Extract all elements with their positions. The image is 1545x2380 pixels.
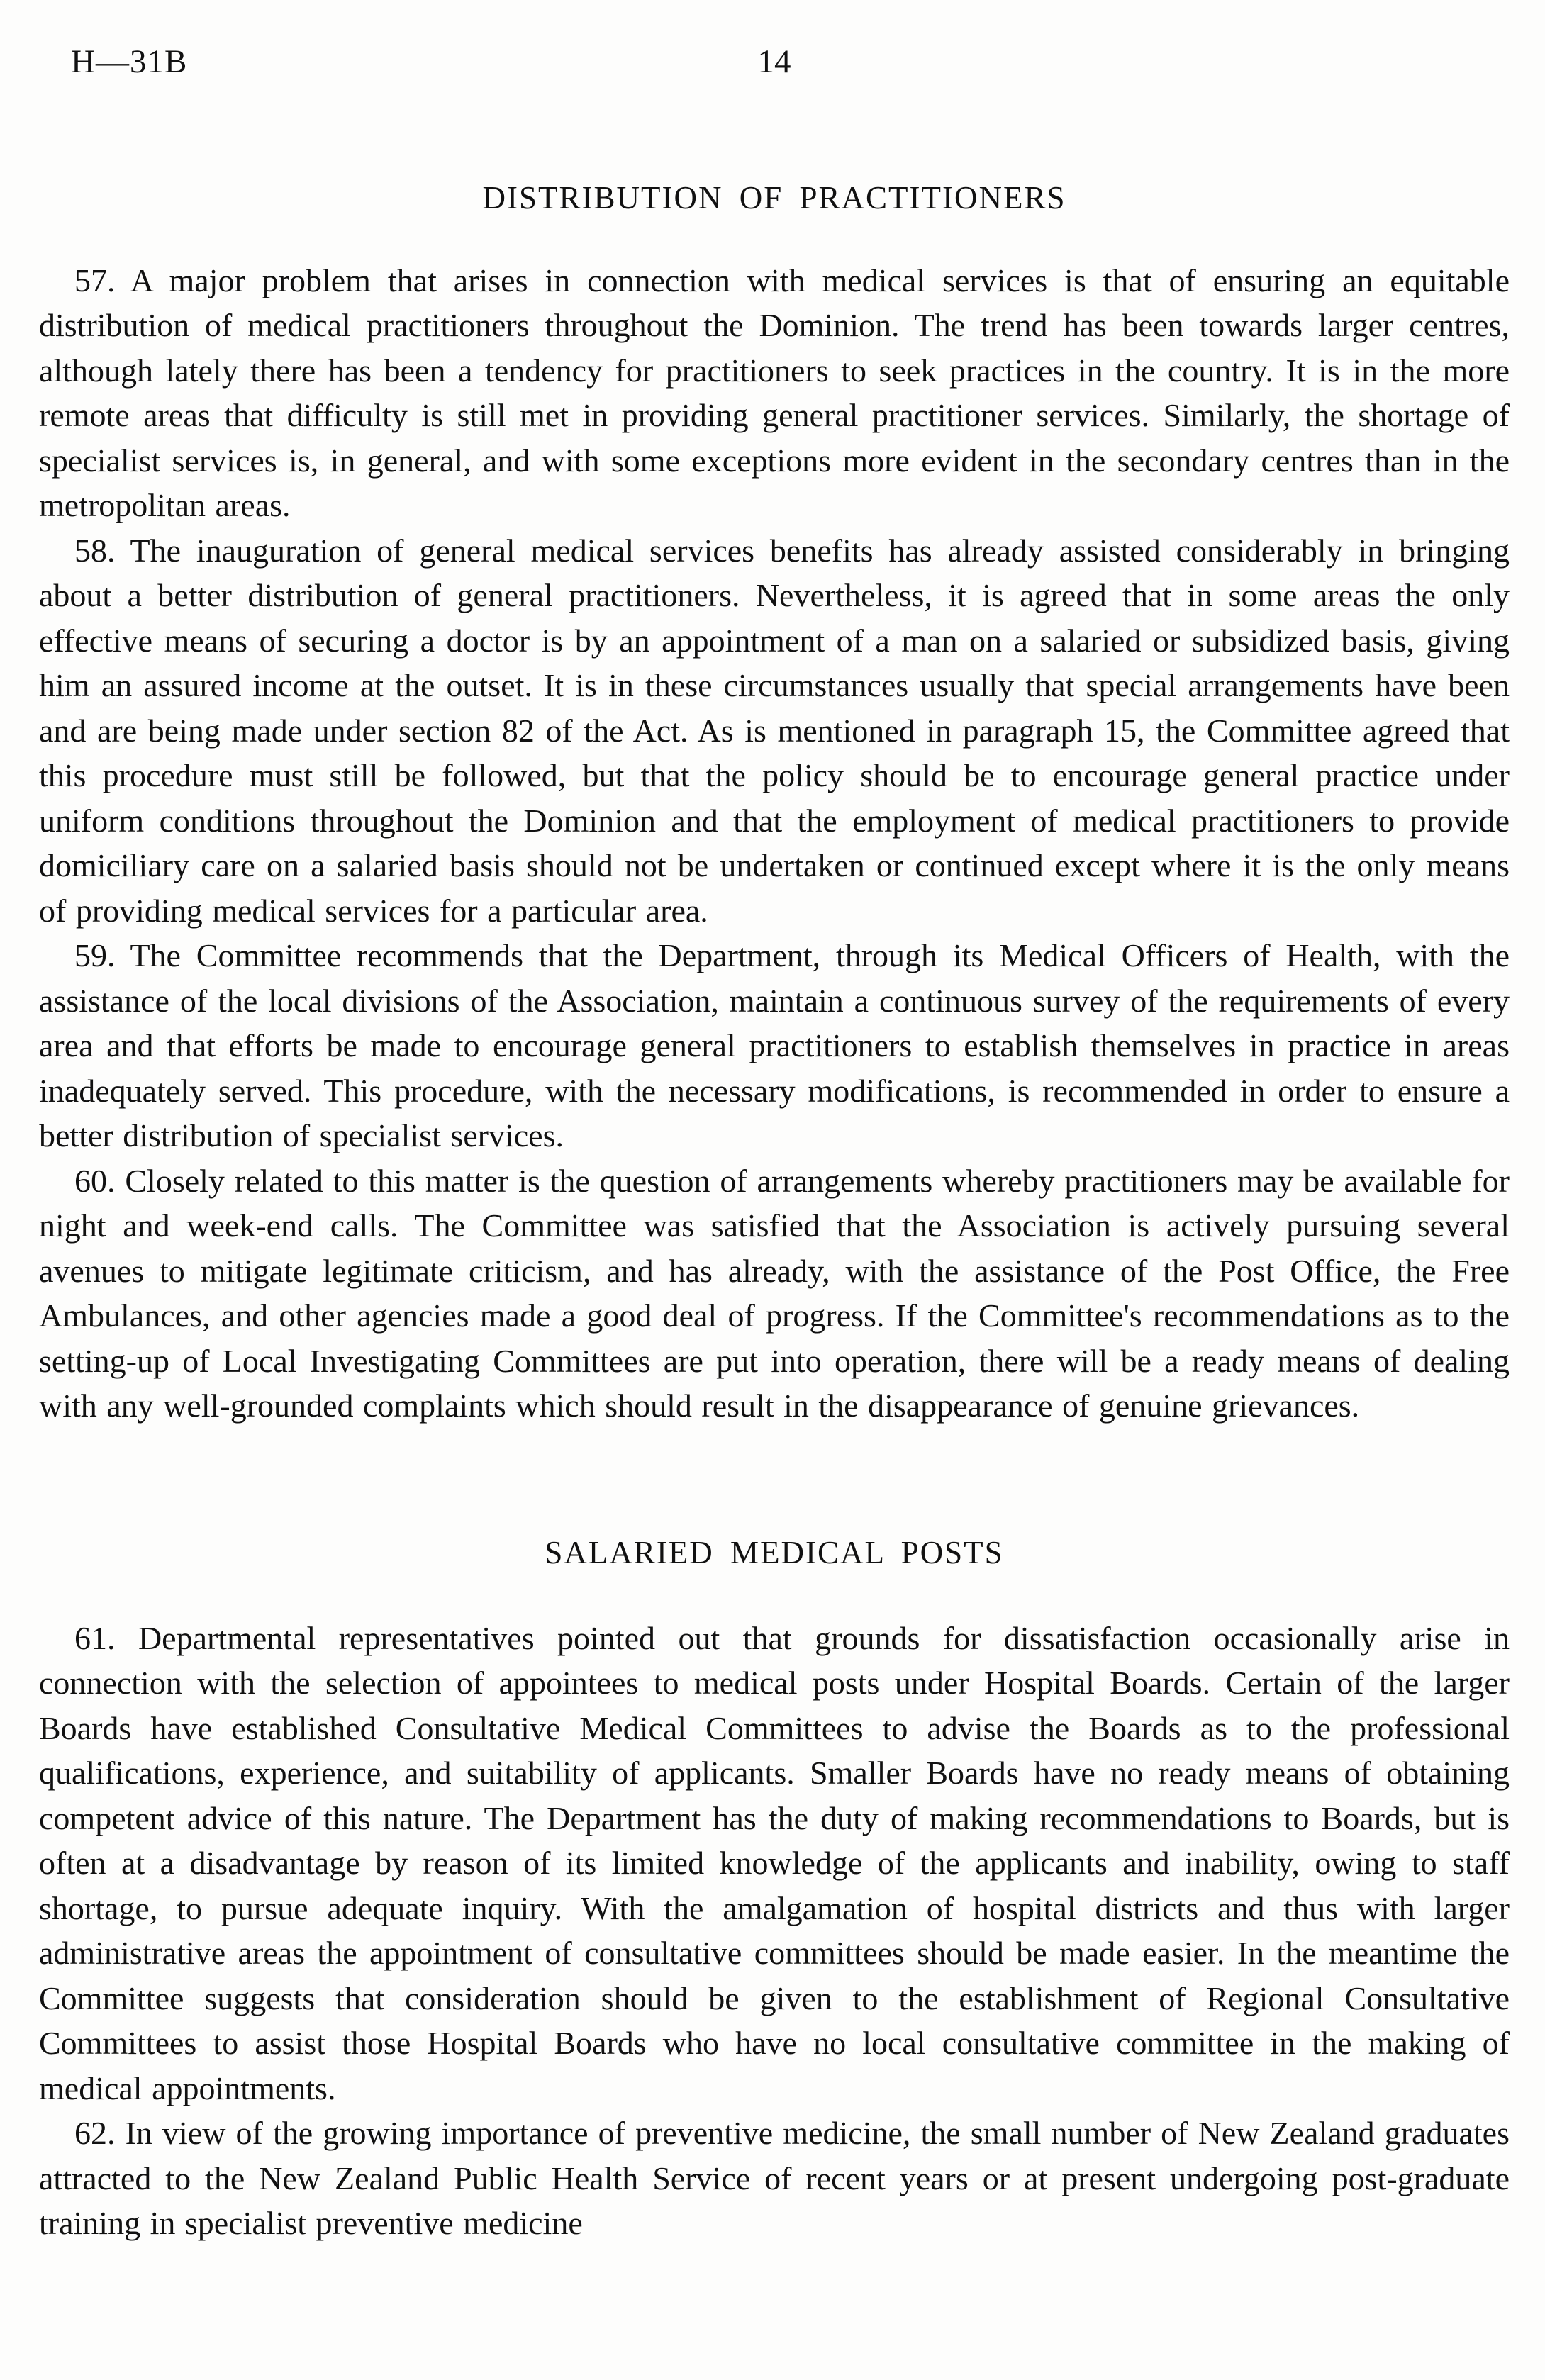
paragraph-57: 57. A major problem that arises in connection with medical services is that of ensuring an equitable distribution of medical practitioners throughout the Dominion. The trend has been towards larger centres, although lately there has been a tendency for practitioners to seek practices in the country. It is in the more remote areas that difficulty is still met in providing general practitioner services. Similarly, the shortage of specialist services is, in general, and with some exceptions more evident in the secondary centres than in the metropolitan areas. — [39, 262, 1510, 524]
section-body-salaried-posts — [39, 1616, 1510, 2246]
paragraph-61: 61. Departmental representatives pointed out that grounds for dissatisfaction occasionally arise in connection with the selection of appointees to medical posts under Hospital Boards. Certain of the larger Boards have established Consultative Medical Committees to advise the Boards as to the professional qualifications, experience, and suitability of applicants. Smaller Boards have no ready means of obtaining competent advice of this nature. The Department has the duty of making recommendations to Boards, but is often at a disadvantage by reason of its limited knowledge of the applicants and inability, owing to staff shortage, to pursue adequate inquiry. With the amalgamation of hospital districts and thus with larger administrative areas the appointment of consultative committees should be made easier. In the meantime the Committee suggests that consideration should be given to the establishment of Regional Consultative Committees to assist those Hospital Boards who have no local consultative committee in the making of medical appointments. — [39, 1619, 1510, 2106]
paragraph-58: 58. The inauguration of general medical services benefits has already assisted considerably in bringing about a better distribution of general practitioners. Nevertheless, it is agreed that in some areas the only effective means of securing a doctor is by an appointment of a man on a salaried or subsidized basis, giving him an assured income at the outset. It is in these circumstances usually that special arrangements have been and are being made under section 82 of the Act. As is mentioned in paragraph 15, the Committee agreed that this procedure must still be followed, but that the policy should be to encourage general practice under uniform conditions throughout the Dominion and that the employment of medical practitioners to provide domiciliary care on a salaried basis should not be undertaken or continued except where it is the only means of providing medical services for a particular area. — [39, 532, 1510, 929]
section-heading-distribution-of-practitioners: DISTRIBUTION OF PRACTITIONERS — [482, 179, 1066, 216]
paragraph-62: 62. In view of the growing importance of preventive medicine, the small number of New Zealand graduates attracted to the New Zealand Public Health Service of recent years or at present undergoing post-graduate training in specialist preventive medicine — [39, 2115, 1510, 2242]
section-body-distribution — [39, 258, 1510, 1429]
document-reference: H—31B — [71, 43, 188, 80]
paragraph-59: 59. The Committee recommends that the Department, through its Medical Officers of Health, with the assistance of the local divisions of the Association, maintain a continuous survey of the requirements of every area and that efforts be made to encourage general practitioners to establish themselves in practice in areas inadequately served. This procedure, with the necessary modifications, is recommended in order to ensure a better distribution of specialist services. — [39, 937, 1510, 1154]
page-number: 14 — [757, 43, 791, 80]
paragraph-60: 60. Closely related to this matter is the question of arrangements whereby practitioners may be available for night and week-end calls. The Committee was satisfied that the Association is actively pursuing several avenues to mitigate legitimate criticism, and has already, with the assistance of the Post Office, the Free Ambulances, and other agencies made a good deal of progress. If the Committee's recommendations as to the setting-up of Local Investigating Committees are put into operation, there will be a ready means of dealing with any well-grounded complaints which should result in the disappearance of genuine grievances. — [39, 1162, 1510, 1424]
section-heading-salaried-medical-posts: SALARIED MEDICAL POSTS — [545, 1534, 1004, 1570]
page-header — [39, 44, 1510, 81]
